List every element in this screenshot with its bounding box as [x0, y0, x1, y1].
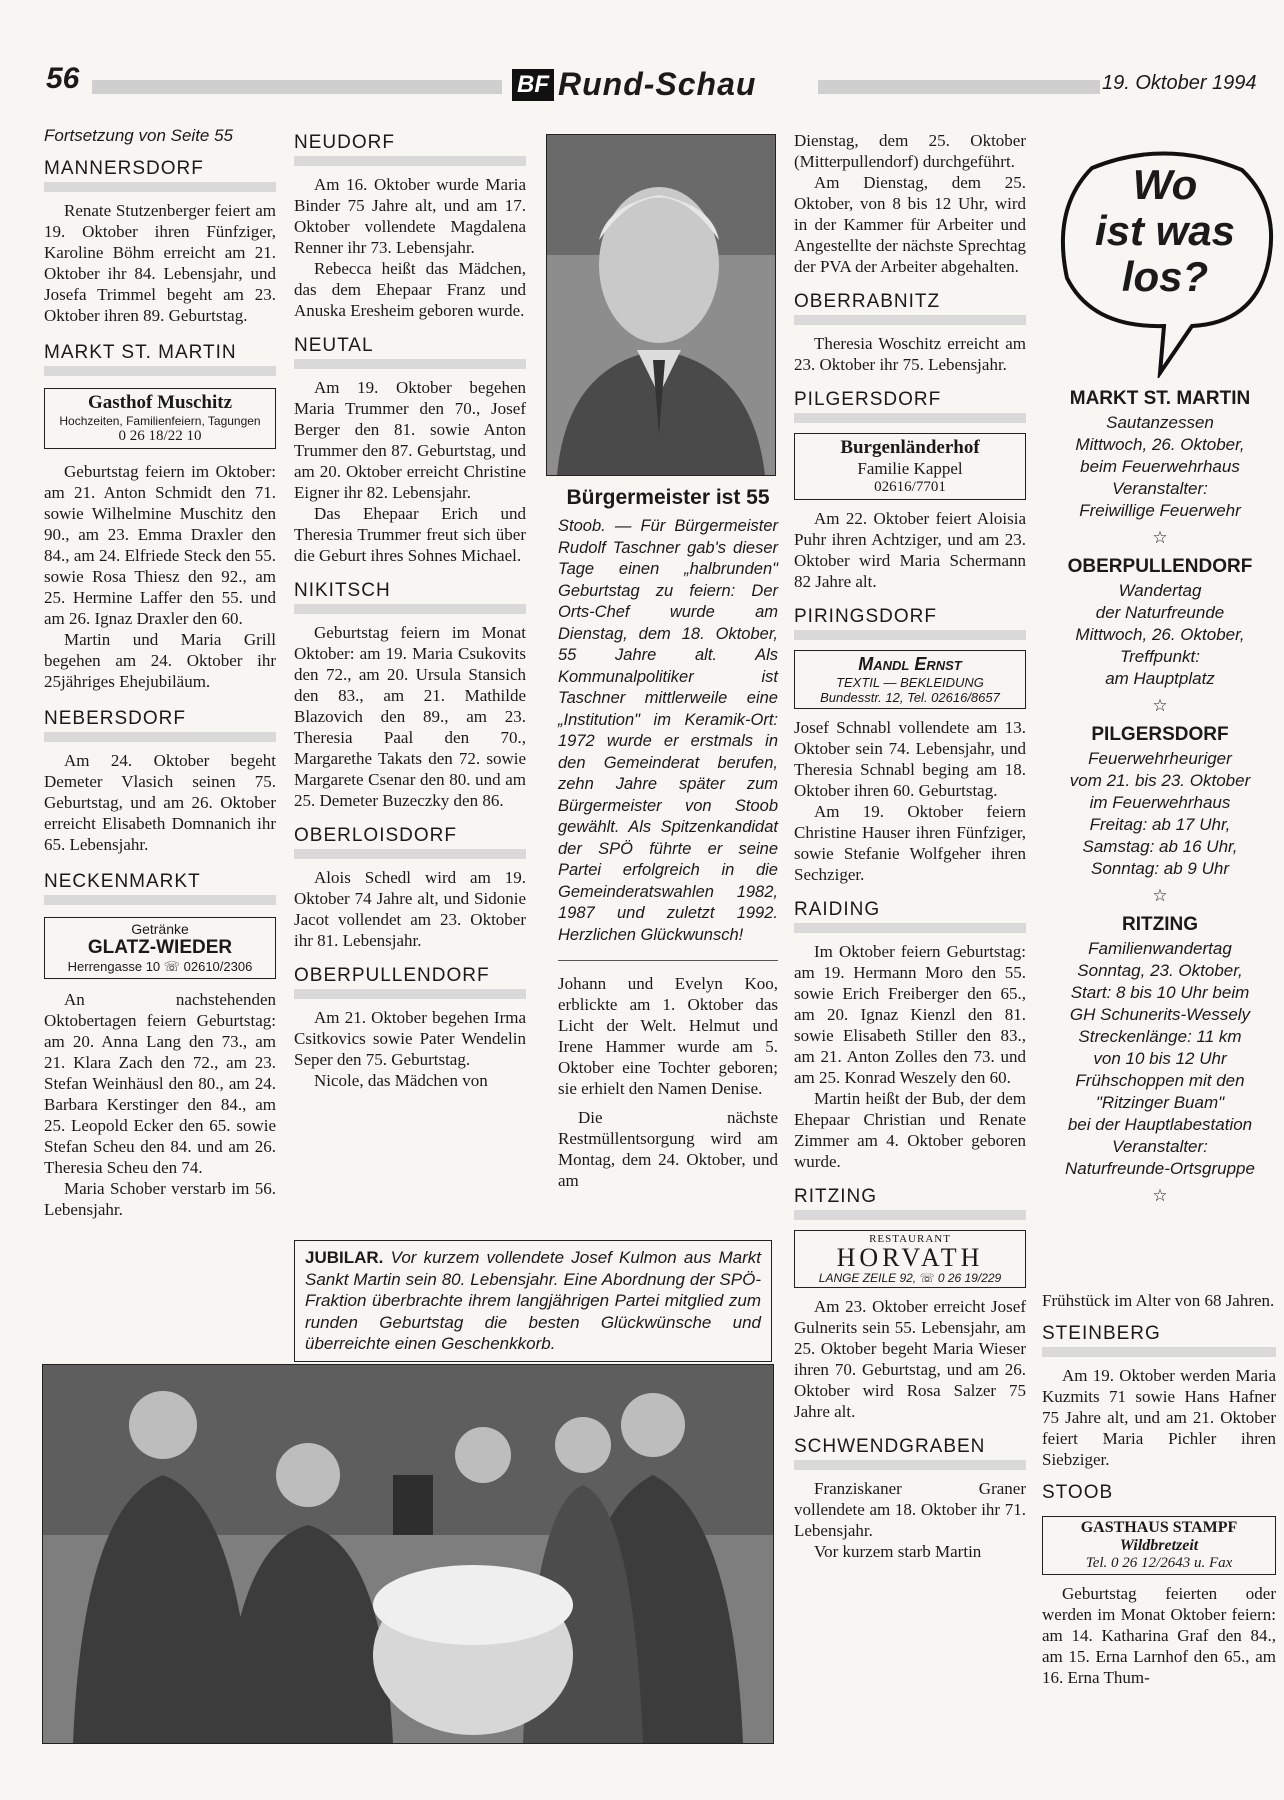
article-text: Am 24. Oktober begeht Demeter Vlasich seinen 75. Geburtstag, und am 26. Oktober erreicht Elisabeth Domnanich ihr 65. Lebensjahr. [44, 751, 276, 854]
article-text: Am 22. Oktober feiert Aloisia Puhr ihren Achtziger, und am 23. Oktober wird Maria Schermann 82 Jahre alt. [794, 509, 1026, 591]
star-icon: ☆ [1152, 886, 1168, 905]
event-listing [1044, 386, 1276, 1212]
section-heading: PILGERSDORF [794, 387, 1026, 423]
wo-ist-was-los-bubble [1052, 148, 1278, 378]
photo-caption: Stoob. — Für Bürgermeister Rudolf Taschner gab's dieser Tage einen „halbrunden" Geburtstag zu feiern: Der Orts-Chef wurde am Dienstag, dem 18. Oktober, 55 Jahre alt. Als Kommunalpolitiker ist Taschner mittlerweile eine „Institution" im Keramik-Ort: 1972 wurde er erstmals in den Gemeinderat berufen, zehn Jahre später zum Bürgermeister von Stoob gewählt. Als Spitzenkandidat der SPÖ führte er seine Partei erfolgreich in die Gemeinderatswahlen 1982, 1987 und zuletzt 1992. Herzlichen Glückwunsch! [558, 517, 778, 944]
article-text: Am 19. Oktober werden Maria Kuzmits 71 sowie Hans Hafner 75 Jahre alt, und am 21. Oktober feiert Maria Pichler ihren Siebziger. [1042, 1366, 1276, 1469]
logo-title: Rund-Schau [558, 66, 757, 102]
continued-note: Fortsetzung von Seite 55 [44, 126, 234, 145]
article-text: Im Oktober feiern Geburtstag: am 19. Hermann Moro den 55. sowie Erich Freiberger den 65., am 20. Ignaz Kienzl den 81. sowie Elisabeth Stiller den 83., am 21. Anton Zolles den 73. und am 25. Konrad Weszely den 60. Martin heißt der Bub, der dem Ehepaar Christian und Renate Zimmer am 4. Oktober geboren wurde. [794, 942, 1026, 1171]
column-3 [558, 486, 778, 1191]
article-text: Franziskaner Graner vollendete am 18. Oktober ihr 71. Lebensjahr. Vor kurzem starb Martin [794, 1479, 1026, 1561]
section-heading: RITZING [794, 1184, 1026, 1220]
article-text: Theresia Woschitz erreicht am 23. Oktober ihr 75. Lebensjahr. [794, 334, 1026, 374]
section-heading: SCHWENDGRABEN [794, 1434, 1026, 1470]
article-text: Am 19. Oktober begehen Maria Trummer den 70., Josef Berger den 81. sowie Anton Trummer den 87. Geburtstag, und am 20. Oktober erreicht Christine Eigner ihr 82. Lebensjahr. Das Ehepaar Erich und Theresia Trummer freut sich über die Geburt ihres Sohnes Michael. [294, 378, 526, 565]
page-number: 56 [46, 62, 80, 95]
star-icon: ☆ [1152, 696, 1168, 715]
section-heading: RAIDING [794, 897, 1026, 933]
masthead-logo [512, 66, 812, 106]
event-pilgersdorf: PILGERSDORF Feuerwehrheuriger vom 21. bis 23. Oktober im Feuerwehrhaus Freitag: ab 17 Uhr, Samstag: ab 16 Uhr, Sonntag: ab 9 Uhr [1069, 724, 1251, 878]
article-text: Geburtstag feierten oder werden im Monat Oktober feiern: am 14. Katharina Graf den 84., am 15. Erna Larnhof den 65., am 16. Erna Thum- [1042, 1584, 1276, 1687]
article-text: Am 16. Oktober wurde Maria Binder 75 Jahre alt, und am 17. Oktober vollendete Magdalena Renner ihr 73. Lebensjahr. Rebecca heißt das Mädchen, das dem Ehepaar Franz und Anuska Eresheim geboren wurde. [294, 175, 526, 320]
section-heading: NIKITSCH [294, 578, 526, 614]
bubble-line: los? [1121, 253, 1209, 300]
page-date: 19. Oktober 1994 [1102, 72, 1257, 94]
ad-burgenlaenderhof: Burgenländerhof Familie Kappel 02616/7701 [794, 433, 1026, 500]
jubilar-text: Vor kurzem vollendete Josef Kulmon aus Markt Sankt Martin sein 80. Lebensjahr. Eine Abordnung der SPÖ-Fraktion überbrachte ihrem langjährigen Partei mitglied zum runden Geburtstag die besten Glückwünsche und überreichte einen Geschenkkorb. [305, 1248, 761, 1353]
ad-gasthof-muschitz: Gasthof Muschitz Hochzeiten, Familienfeiern, Tagungen 0 26 18/22 10 [44, 388, 276, 449]
section-heading: PIRINGSDORF [794, 604, 1026, 640]
star-icon: ☆ [1152, 1186, 1168, 1205]
article-text: Am 23. Oktober erreicht Josef Gulnerits sein 55. Lebensjahr, am 25. Oktober begeht Maria Wieser ihren 70. Geburtstag, und am 26. Oktober wird Rosa Salzer 75 Jahre alt. [794, 1297, 1026, 1421]
section-heading: NEUDORF [294, 130, 526, 166]
section-heading: OBERRABNITZ [794, 289, 1026, 325]
jubilar-box [294, 1240, 772, 1362]
article-text: Am 21. Oktober begehen Irma Csitkovics sowie Pater Wendelin Seper den 75. Geburtstag. Nicole, das Mädchen von [294, 1008, 526, 1090]
ad-restaurant-horvath: RESTAURANT HORVATH LANGE ZEILE 92, ☏ 0 26 19/229 [794, 1230, 1026, 1288]
event-markt-st-martin: MARKT ST. MARTIN Sautanzessen Mittwoch, 26. Oktober, beim Feuerwehrhaus Veranstalter: Freiwillige Feuerwehr [1069, 388, 1251, 520]
article-text: Geburtstag feiern im Oktober: am 21. Anton Schmidt den 71. sowie Wilhelmine Muschitz den 90., am 23. Emma Draxler den 84., am 24. Elfriede Steck den 55. sowie Rosa Thiesz den 92., am 25. Hermine Laffer den 55. und am 26. Ignaz Draxler den 60. Martin und Maria Grill begehen am 24. Oktober ihr 25jähriges Ehejubiläum. [44, 462, 276, 691]
article-text: Dienstag, dem 25. Oktober (Mitterpullendorf) durchgeführt. Am Dienstag, dem 25. Oktober, von 8 bis 12 Uhr, wird in der Kammer für Arbeiter und Angestellte der nächste Sprechtag der PVA der Arbeiter abgehalten. [794, 131, 1026, 276]
section-heading: OBERLOISDORF [294, 823, 526, 859]
section-heading: NEBERSDORF [44, 706, 276, 742]
mayor-portrait-photo [546, 134, 776, 476]
article-text: Renate Stutzenberger feiert am 19. Oktober ihren Fünfziger, Karoline Böhm erreicht am 21. Oktober ihr 84. Lebensjahr, und Josefa Trimmel begeht am 23. Oktober ihren 89. Geburtstag. [44, 201, 276, 325]
article-text: Alois Schedl wird am 19. Oktober 74 Jahre alt, und Sidonie Jacot vollendet am 23. Oktober ihr 81. Lebensjahr. [294, 868, 526, 950]
bubble-line: ist was [1094, 207, 1236, 254]
ad-glatz-wieder: Getränke GLATZ-WIEDER Herrengasse 10 ☏ 02610/2306 [44, 917, 276, 979]
jubilar-label: JUBILAR. [305, 1248, 384, 1267]
header-rule-left [92, 80, 502, 94]
article-text: Josef Schnabl vollendete am 13. Oktober sein 74. Lebensjahr, und Theresia Schnabl beging am 18. Oktober ihren 60. Geburtstag. Am 19. Oktober feiern Christine Hauser ihren Fünfziger, sowie Stefanie Wolfgeher ihren Sechziger. [794, 718, 1026, 884]
section-heading: OBERPULLENDORF [294, 963, 526, 999]
event-oberpullendorf: OBERPULLENDORF Wandertag der Naturfreunde Mittwoch, 26. Oktober, Treffpunkt: am Hauptplatz [1067, 556, 1253, 688]
section-heading: STOOB [1042, 1480, 1276, 1506]
section-heading: MANNERSDORF [44, 156, 276, 192]
event-ritzing: RITZING Familienwandertag Sonntag, 23. Oktober, Start: 8 bis 10 Uhr beim GH Schunerits-Wessely Streckenlänge: 11 km von 10 bis 12 Uhr Frühschoppen mit den "Ritzinger Buam" bei der Hauptlabestation Veranstalter: Naturfreunde-Ortsgruppe [1065, 914, 1255, 1178]
article-text: Johann und Evelyn Koo, erblickte am 1. Oktober das Licht der Welt. Helmut und Irene Hammer wurde am 5. Oktober eine Tochter geboren; sie erhielt den Namen Denise. Die nächste Restmüllentsorgung wird am Montag, dem 24. Oktober, und am [558, 974, 778, 1190]
portrait-illustration [547, 135, 775, 475]
section-heading: NEUTAL [294, 333, 526, 369]
column-2 [294, 130, 526, 1091]
jubilar-group-photo [42, 1364, 774, 1744]
group-photo-illustration [43, 1365, 773, 1743]
column-5-text [1042, 1290, 1276, 1688]
column-1 [44, 126, 276, 1220]
bubble-line: Wo [1132, 161, 1198, 208]
article-text: An nachstehenden Oktobertagen feiern Geburtstag: am 20. Anna Lang den 73., am 21. Klara Zach den 72., am 23. Stefan Weinhäusl den 80., am 24. Barbara Kerstinger den 84., am 25. Leopold Ecker den 65. sowie Stefan Scheu den 84. und am 26. Theresia Scheu den 74. Maria Schober verstarb im 56. Lebensjahr. [44, 990, 276, 1219]
section-heading: MARKT ST. MARTIN [44, 340, 276, 376]
column-4 [794, 130, 1026, 1562]
section-heading: NECKENMARKT [44, 869, 276, 905]
ad-mandl-ernst: Mandl Ernst TEXTIL — BEKLEIDUNG Bundesstr. 12, Tel. 02616/8657 [794, 650, 1026, 709]
ad-gasthaus-stampf: GASTHAUS STAMPF Wildbretzeit Tel. 0 26 12/2643 u. Fax [1042, 1516, 1276, 1575]
star-icon: ☆ [1152, 528, 1168, 547]
header-rule-right [818, 80, 1100, 94]
section-heading: STEINBERG [1042, 1321, 1276, 1357]
article-text: Frühstück im Alter von 68 Jahren. [1042, 1291, 1275, 1310]
photo-caption-head: Bürgermeister ist 55 [566, 486, 770, 509]
article-text: Geburtstag feiern im Monat Oktober: am 19. Maria Csukovits den 72., am 20. Ursula Stansich den 83., am 21. Mathilde Blazovich den 89., am 23. Theresia Paal den 70., Margarethe Takats den 72. sowie Margarete Csenar den 80. und am 25. Demeter Buzeczky den 86. [294, 623, 526, 810]
logo-bf: BF [512, 69, 554, 101]
